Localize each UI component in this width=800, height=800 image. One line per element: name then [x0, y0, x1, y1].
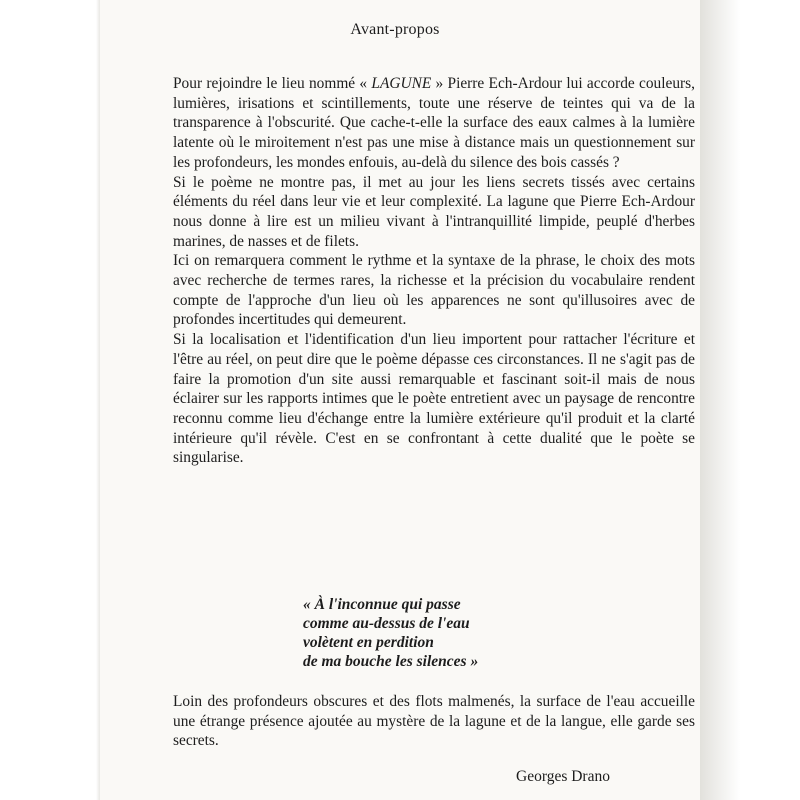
lagune-term: LAGUNE	[371, 75, 432, 92]
closing-paragraph: Loin des profondeurs obscures et des flots malmenés, la surface de l'eau accueille une étrange présence ajoutée au mystère de la lagune et de la langue, elle garde ses secrets.	[173, 693, 695, 750]
author-signature: Georges Drano	[516, 768, 610, 785]
quote-line: volètent en perdition	[303, 634, 434, 651]
page-title: Avant-propos	[350, 21, 440, 38]
paragraph-3: Ici on remarquera comment le rythme et la syntaxe de la phrase, le choix des mots avec recherche de termes rares, la richesse et la précision du vocabulaire rendent compte de l'approche d'un lieu où les apparences ne sont qu'illusoires avec de profondes incertitudes qui demeurent.	[173, 252, 695, 329]
paragraph-2: Si le poème ne montre pas, il met au jour les liens secrets tissés avec certains éléments du réel dans leur vie et leur complexité. La lagune que Pierre Ech-Ardour nous donne à lire est un milieu vivant à l'intranquillité limpide, peuplé d'herbes marines, de nasses et de filets.	[173, 173, 695, 250]
poem-quote	[303, 595, 478, 671]
quote-line: de ma bouche les silences »	[303, 653, 479, 670]
quote-line: comme au-dessus de l'eau	[303, 615, 470, 632]
paragraph-1	[173, 74, 695, 173]
paragraph-4: Si la localisation et l'identification d'un lieu importent pour rattacher l'écriture et l'être au réel, on peut dire que le poème dépasse ces circonstances. Il ne s'agit pas de faire la promotion d'un site aussi remarquable et fascinant soit-il mais de nous éclairer sur les rapports intimes que le poète entretient avec un paysage de rencontre reconnu comme lieu d'échange entre la lumière extérieure qu'il produit et la clarté intérieure qu'il révèle. C'est en se confrontant à cette dualité que le poète se singularise.	[173, 331, 695, 467]
document-page	[100, 0, 700, 800]
quote-line: « À l'inconnue qui passe	[303, 596, 461, 613]
body-text	[173, 74, 695, 468]
paragraph-1-rest: » Pierre Ech-Ardour lui accorde couleurs, lumières, irisations et scintillements, toute une réserve de teintes qui va de la transparence à l'obscurité. Que cache-t-elle la surface des eaux calmes à la lumière latente où le miroitement n'est pas une mise à distance mais un questionnement sur les profondeurs, les mondes enfouis, au-delà du silence des bois cassés ?	[173, 75, 695, 171]
page-edge-right	[700, 0, 740, 800]
paragraph-1-start: Pour rejoindre le lieu nommé «	[173, 75, 372, 92]
